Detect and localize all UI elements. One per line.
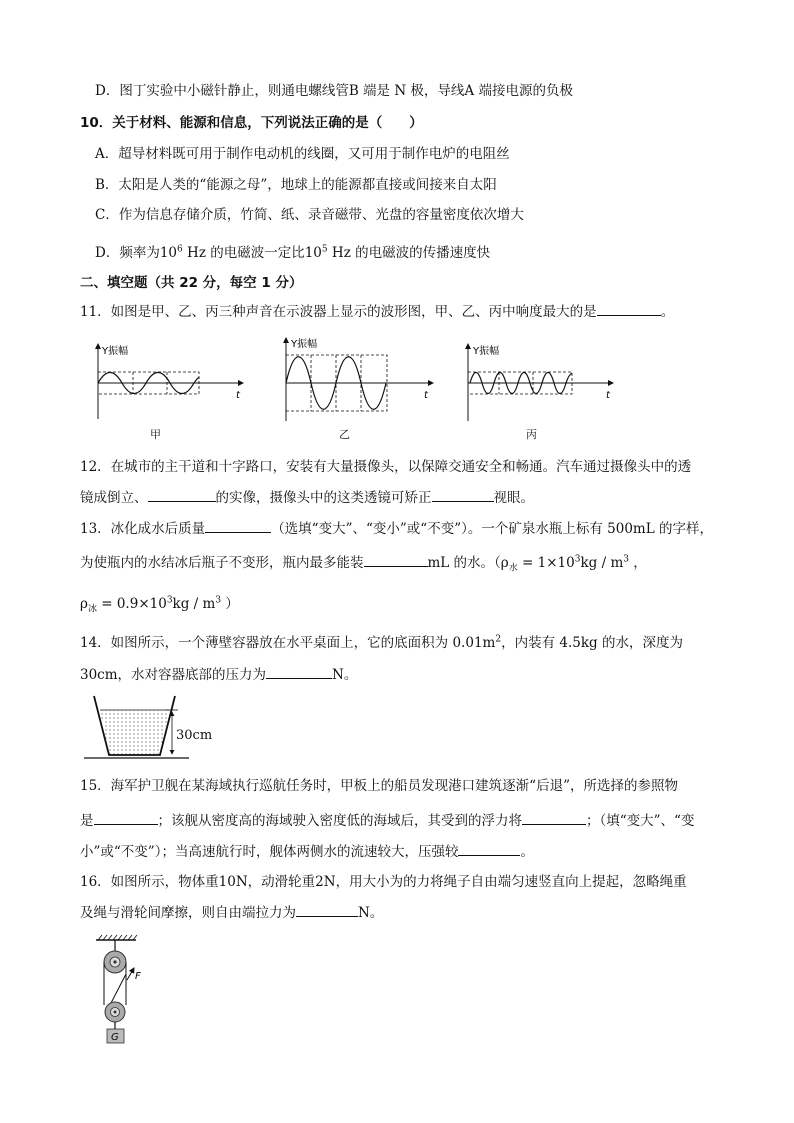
q15-line1: 15．海军护卫舰在某海域执行巡航任务时，甲板上的船员发现港口建筑逐渐“后退”，所选择的参照物 xyxy=(80,778,678,794)
waveform-yi xyxy=(286,337,433,421)
section-title: 二、填空题（共 22 分，每空 1 分） xyxy=(80,275,303,291)
q15-blank-3[interactable] xyxy=(458,841,520,856)
svg-text:Y振幅: Y振幅 xyxy=(102,346,129,357)
q12-blank-2[interactable] xyxy=(432,487,494,502)
svg-text:t: t xyxy=(424,390,428,401)
waveform-figure xyxy=(88,336,628,446)
q13-line1: 13．冰化成水后质量 （选填“变大”、“变小”或“不变”）。一个矿泉水瓶上标有 500mL 的字样， xyxy=(80,518,713,539)
q11-text: 11．如图是甲、乙、丙三种声音在示波器上显示的波形图，甲、乙、丙中响度最大的是 xyxy=(80,304,597,320)
q9-option-d: D．图丁实验中小磁针静止，则通电螺线管B 端是 N 极，导线A 端接电源的负极 xyxy=(95,83,573,99)
q12-blank-1[interactable] xyxy=(148,487,216,502)
q10-option-d: D．频率为$10^6$ Hz 的电磁波一定比$10^5$ Hz 的电磁波的传播速度快 xyxy=(95,244,491,261)
q10-stem: 10．关于材料、能源和信息，下列说法正确的是（ ） xyxy=(80,115,423,131)
q11-stem: 11．如图是甲、乙、丙三种声音在示波器上显示的波形图，甲、乙、丙中响度最大的是 。 xyxy=(80,301,674,322)
q15-blank-1[interactable] xyxy=(94,810,158,825)
q15-line2: 是 ；该舰从密度高的海域驶入密度低的海域后，其受到的浮力将 ；（填“变大”、“变 xyxy=(80,810,694,831)
pulley-figure xyxy=(88,932,158,1046)
svg-text:F: F xyxy=(135,971,141,982)
depth-label: 30cm xyxy=(176,728,213,743)
q13-blank-1[interactable] xyxy=(205,518,271,533)
caption-yi: 乙 xyxy=(339,428,350,441)
q16-line2: 及绳与滑轮间摩擦，则自由端拉力为 N。 xyxy=(80,902,383,923)
svg-text:t: t xyxy=(236,390,240,401)
q12-line1: 12．在城市的主干道和十字路口，安装有大量摄像头，以保障交通安全和畅通。汽车通过摄像头中的透 xyxy=(80,459,692,475)
q14-answer-blank[interactable] xyxy=(266,664,332,679)
q14-line2: 30cm，水对容器底部的压力为 N。 xyxy=(80,664,357,685)
svg-text:Y振幅: Y振幅 xyxy=(291,339,318,350)
q14-line1: 14．如图所示，一个薄壁容器放在水平桌面上，它的底面积为 $0.01m^2$，内装有 4.5kg 的水，深度为 xyxy=(80,634,683,651)
waveform-jia xyxy=(98,344,243,419)
q15-blank-2[interactable] xyxy=(522,810,586,825)
q13-line2: 为使瓶内的水结冰后瓶子不变形，瓶内最多能装 mL 的水。（$\rho_水 = 1\times 10^3kg / m^3$ ， xyxy=(80,552,647,573)
waveform-bing xyxy=(468,344,613,421)
svg-text:Y振幅: Y振幅 xyxy=(473,346,500,357)
q11-answer-blank[interactable] xyxy=(597,301,661,316)
q10-option-b: B．太阳是人类的“能源之母”，地球上的能源都直接或间接来自太阳 xyxy=(95,177,497,193)
q15-line3: 小”或“不变”）；当高速航行时，舰体两侧水的流速较大，压强较 。 xyxy=(80,841,534,862)
q10-option-a: A．超导材料既可用于制作电动机的线圈，又可用于制作电炉的电阻丝 xyxy=(95,146,510,162)
q16-answer-blank[interactable] xyxy=(296,902,358,917)
q16-line1: 16．如图所示，物体重10N，动滑轮重2N，用大小为的力将绳子自由端匀速竖直向上提起，忽略绳重 xyxy=(80,874,687,890)
q13-line3: $\rho_冰 = 0.9\times 10^3kg / m^3$ ） xyxy=(80,595,239,615)
caption-bing: 丙 xyxy=(526,428,537,441)
svg-text:G: G xyxy=(111,1032,119,1043)
q10-option-c: C．作为信息存储介质，竹简、纸、录音磁带、光盘的容量密度依次增大 xyxy=(95,207,524,223)
svg-text:t: t xyxy=(606,390,610,401)
q12-line2: 镜成倒立、 的实像，摄像头中的这类透镜可矫正 视眼。 xyxy=(80,487,534,508)
q13-blank-2[interactable] xyxy=(364,552,428,567)
caption-jia: 甲 xyxy=(150,428,161,441)
